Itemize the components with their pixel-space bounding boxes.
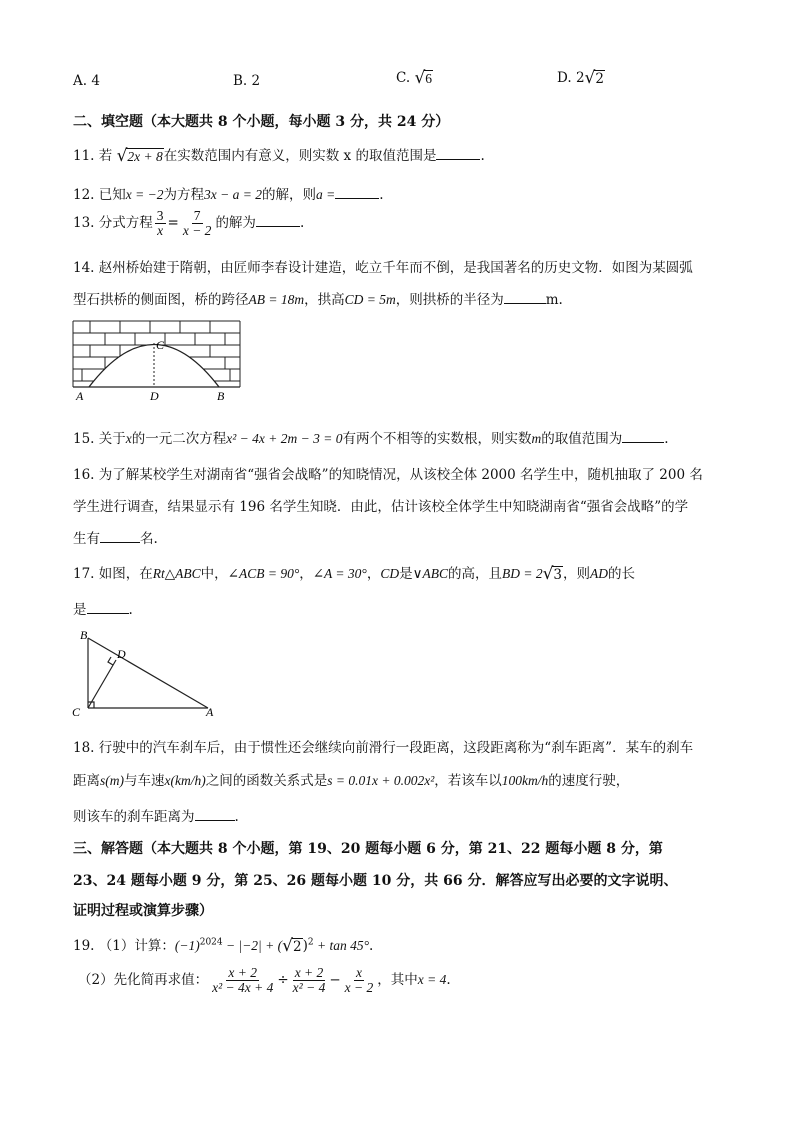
question-17-line2: 是 . bbox=[73, 602, 133, 618]
choice-b: B. 2 bbox=[233, 73, 261, 89]
section3-line2: 23、24 题每小题 9 分，第 25、26 题每小题 10 分，共 66 分．解答应写出必要的文字说明、 bbox=[73, 873, 678, 889]
question-15: 15. 关于x的一元二次方程x² − 4x + 2m − 3 = 0有两个不相等的实数根，则实数m的取值范围为 . bbox=[73, 431, 669, 447]
answer-blank bbox=[100, 530, 140, 543]
sqrt-2-term: √ 2 bbox=[282, 936, 302, 957]
section3-line3: 证明过程或演算步骤） bbox=[73, 903, 213, 919]
fraction-3-over-x: $\frac{3}{x}$ bbox=[156, 208, 164, 239]
question-18-line2: 距离s(m)与车速x(km/h)之间的函数关系式是s = 0.01x + 0.002x²，若该车以100km/h的速度行驶， bbox=[73, 773, 630, 789]
answer-blank bbox=[504, 291, 546, 304]
choice-d bbox=[557, 70, 605, 87]
fraction-7-over-x-minus-2: $\frac{7}{x - 2}$ bbox=[182, 208, 212, 239]
fraction-2: $\frac{x + 2}{\text{x² − 4}}$ bbox=[292, 965, 326, 996]
answer-blank bbox=[256, 214, 300, 227]
sqrt-3: √ 3 bbox=[542, 564, 563, 585]
sqrt-6: √ 6 bbox=[414, 68, 433, 89]
answer-blank bbox=[622, 430, 664, 443]
question-19-part2: （2）先化简再求值： $\frac{x + 2}{\text{x² − 4x + 4}}$ ÷ $\frac{x + 2}{\text{x² − 4}}$ − $\frac{x}{x - 2}$ ，其中x = 4. bbox=[78, 965, 451, 996]
question-13: 13. 分式方程 $\frac{3}{x}$ = $\frac{7}{x - 2}$ 的解为 . bbox=[73, 208, 305, 239]
question-14-line1: 14. 赵州桥始建于隋朝，由匠师李春设计建造，屹立千年而不倒，是我国著名的历史文物．如图为某圆弧 bbox=[73, 260, 693, 276]
sqrt-2x8: √ 2x + 8 bbox=[116, 146, 163, 167]
bridge-label-c: C bbox=[156, 338, 165, 352]
question-16-line3: 生有 名. bbox=[73, 531, 158, 547]
question-14-line2: 型石拱桥的侧面图，桥的跨径AB = 18m，拱高CD = 5m，则拱桥的半径为 m. bbox=[73, 292, 563, 308]
answer-blank bbox=[195, 808, 235, 821]
choice-c bbox=[396, 70, 433, 87]
section3-line1: 三、解答题（本大题共 8 个小题，第 19、20 题每小题 6 分，第 21、22 题每小题 8 分，第 bbox=[73, 841, 663, 857]
triangle-label-a: A bbox=[206, 705, 214, 719]
fraction-1: $\frac{x + 2}{\text{x² − 4x + 4}}$ bbox=[212, 965, 274, 996]
triangle-label-c: C bbox=[72, 705, 81, 719]
question-17-line1: 17. 如图，在Rt△ABC中，∠ACB = 90°，∠A = 30°，CD是∨ABC的高，且BD = 2 √ 3 ，则AD的长 bbox=[73, 564, 636, 585]
triangle-figure bbox=[70, 626, 220, 720]
question-18-line1: 18. 行驶中的汽车刹车后，由于惯性还会继续向前滑行一段距离，这段距离称为“刹车距离”．某车的刹车 bbox=[73, 740, 694, 756]
choice-d-coef: 2 bbox=[575, 70, 585, 87]
choice-a: A. 4 bbox=[73, 73, 100, 89]
question-16-line2: 学生进行调查，结果显示有 196 名学生知晓．由此，估计该校全体学生中知晓湖南省“强省会战略”的学 bbox=[73, 499, 689, 515]
choice-c-label: C. bbox=[396, 70, 411, 87]
sqrt-2: √ 2 bbox=[584, 68, 604, 89]
choice-d-label: D. bbox=[557, 70, 572, 87]
question-18-line3: 则该车的刹车距离为 . bbox=[73, 809, 239, 825]
section2-title: 二、填空题（本大题共 8 个小题，每小题 3 分，共 24 分） bbox=[73, 114, 450, 130]
triangle-label-b: B bbox=[80, 628, 88, 642]
bridge-label-a: A bbox=[76, 389, 84, 402]
bridge-figure bbox=[70, 316, 246, 402]
question-19-part1: 19. （1）计算：$(-1)^{2024} - |-2|$ + ( √ 2 )$^2$ + tan 45°. bbox=[73, 936, 374, 957]
bridge-label-d: D bbox=[150, 389, 159, 402]
answer-blank bbox=[87, 601, 129, 614]
question-12: 12. 已知x = −2为方程3x − a = 2的解，则a = . bbox=[73, 187, 384, 203]
fraction-3: $\frac{x}{x - 2}$ bbox=[344, 965, 374, 996]
answer-blank bbox=[436, 147, 480, 160]
answer-blank bbox=[335, 186, 379, 199]
bridge-label-b: B bbox=[217, 389, 225, 402]
question-16-line1: 16. 为了解某校学生对湖南省“强省会战略”的知晓情况，从该校全体 2000 名学生中，随机抽取了 200 名 bbox=[73, 467, 703, 483]
question-11: 11. 若 √ 2x + 8 在实数范围内有意义，则实数 x 的取值范围是 . bbox=[73, 146, 485, 167]
triangle-label-d: D bbox=[117, 647, 126, 661]
